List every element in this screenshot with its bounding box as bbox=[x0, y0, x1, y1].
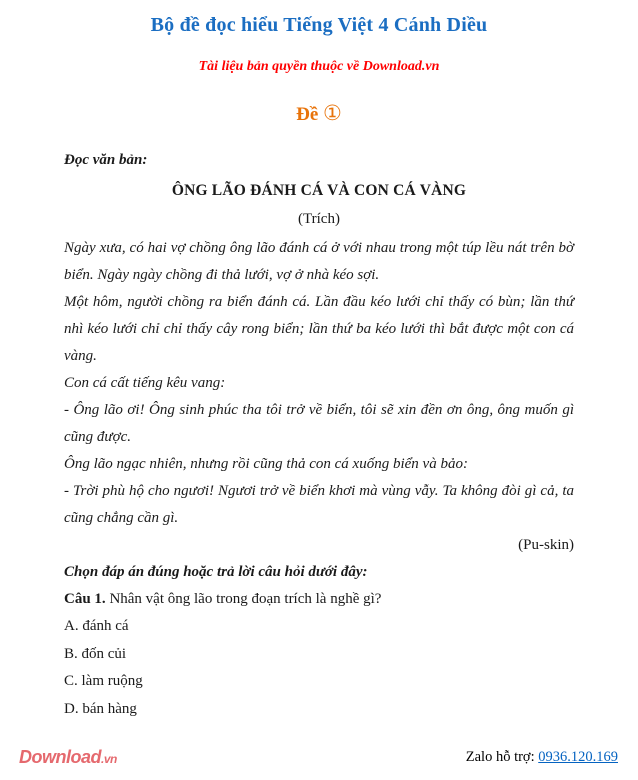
quiz-instruction: Chọn đáp án đúng hoặc trả lời câu hỏi dưới đây: bbox=[64, 564, 368, 580]
zalo-support-label: Zalo hỗ trợ: bbox=[465, 749, 539, 765]
passage-paragraph: Một hôm, người chồng ra biển đánh cá. Lần đầu kéo lưới chỉ thấy có bùn; lần thứ nhì kéo lưới chỉ chỉ thấy cây rong biển; lần thứ ba kéo lưới thì bắt được một con cá vàng. bbox=[64, 294, 574, 364]
passage-paragraph: Ông lão ngạc nhiên, nhưng rồi cũng thả con cá xuống biển và bảo: bbox=[64, 456, 468, 472]
question-text: Nhân vật ông lão trong đoạn trích là nghề gì? bbox=[105, 591, 382, 607]
logo-suffix-text: .vn bbox=[101, 752, 117, 766]
author-credit: (Pu-skin) bbox=[518, 537, 574, 553]
section-label: Đọc văn bản: bbox=[64, 152, 148, 168]
option-b: B. đốn củi bbox=[64, 645, 127, 662]
passage-paragraph: - Trời phù hộ cho ngươi! Ngươi trở về biển khơi mà vùng vẫy. Ta không đòi gì cả, ta cũng chẳng cần gì. bbox=[64, 483, 574, 526]
copyright-notice: Tài liệu bản quyền thuộc về Download.vn bbox=[198, 59, 440, 74]
exam-number-circled-icon: ① bbox=[323, 101, 342, 125]
answer-options bbox=[64, 613, 574, 723]
passage-paragraph: Ngày xưa, có hai vợ chồng ông lão đánh cá ở với nhau trong một túp lều nát trên bờ biển. Ngày ngày chồng đi thả lưới, vợ ở nhà kéo sợi. bbox=[64, 240, 574, 283]
question-number: Câu 1. bbox=[64, 591, 106, 607]
logo-main-text: Download bbox=[19, 747, 101, 767]
page-footer bbox=[0, 747, 638, 768]
download-vn-logo bbox=[19, 747, 117, 768]
question-1 bbox=[64, 586, 574, 613]
exam-heading bbox=[64, 101, 574, 126]
option-a: A. đánh cá bbox=[64, 618, 129, 634]
zalo-phone-link[interactable]: 0936.120.169 bbox=[538, 749, 618, 765]
doc-title: Bộ đề đọc hiểu Tiếng Việt 4 Cánh Diều bbox=[150, 14, 488, 36]
exam-label: Đề bbox=[296, 104, 319, 125]
passage-paragraph: - Ông lão ơi! Ông sinh phúc tha tôi trở về biển, tôi sẽ xin đền ơn ông, ông muốn gì cũng được. bbox=[64, 402, 574, 445]
passage-paragraph: Con cá cất tiếng kêu vang: bbox=[64, 375, 226, 391]
story-subtitle: (Trích) bbox=[298, 211, 340, 227]
zalo-support bbox=[466, 749, 618, 766]
story-title: ÔNG LÃO ĐÁNH CÁ VÀ CON CÁ VÀNG bbox=[171, 182, 467, 199]
reading-passage bbox=[64, 235, 574, 532]
option-d: D. bán hàng bbox=[64, 700, 137, 717]
option-c: C. làm ruộng bbox=[64, 673, 143, 689]
